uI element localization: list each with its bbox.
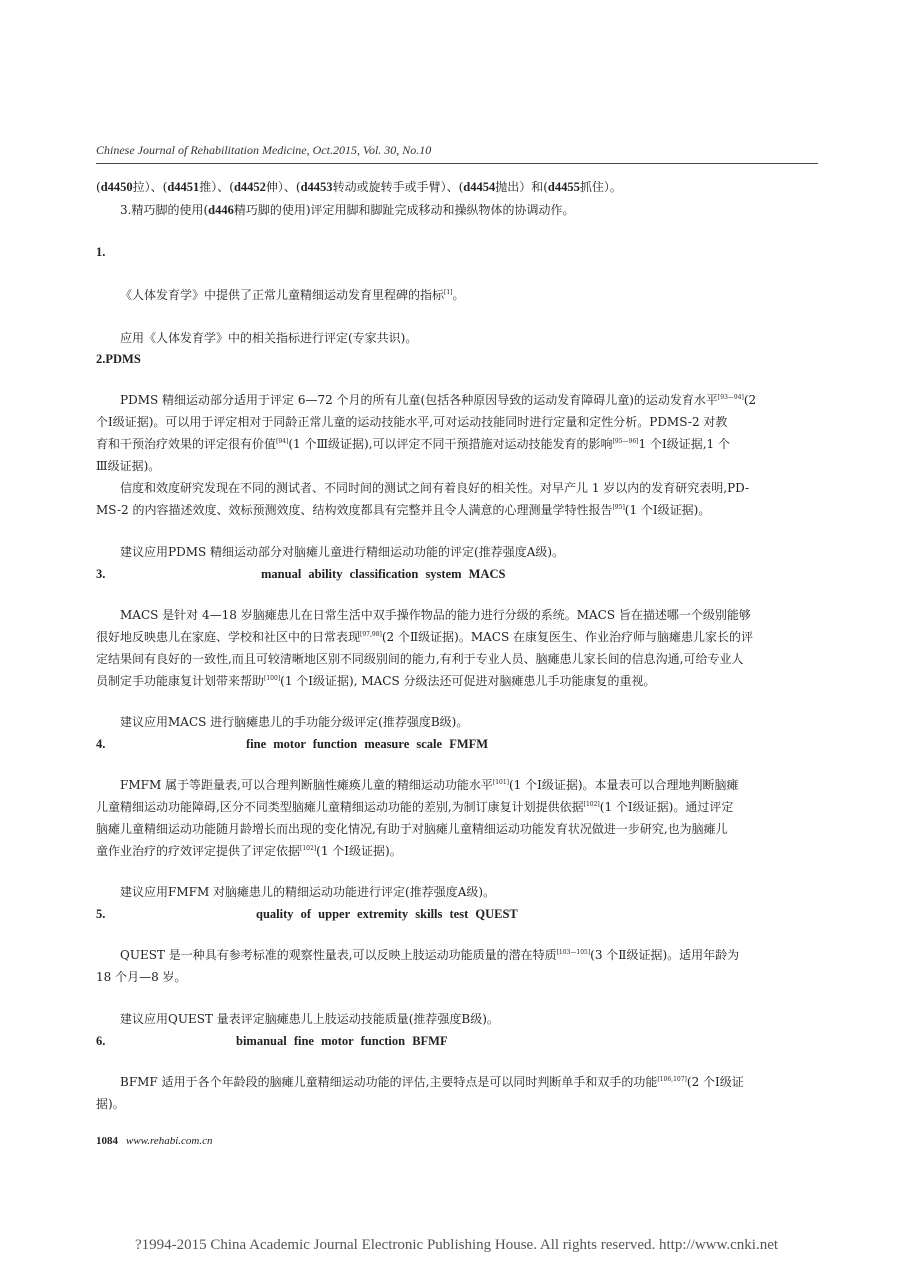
fmfm-recommendation: 建议应用FMFM 对脑瘫患儿的精细运动功能进行评定(推荐强度A级)。 <box>120 885 496 899</box>
macs-line-1: MACS 是针对 4—18 岁脑瘫患儿在日常生活中双手操作物品的能力进行分级的系统。MACS 旨在描述哪一个级别能够 <box>120 608 751 622</box>
page-footer <box>96 1134 212 1147</box>
icf-codes-line: (d4450拉）、(d4451推）、(d4452伸）、(d4453转动或旋转手或手臂）、(d4454抛出）和(d4455抓住）。 <box>96 180 622 194</box>
fmfm-line-4: 童作业治疗的疗效评定提供了评定依据[102](1 个Ⅰ级证据)。 <box>96 844 402 858</box>
fmfm-line-2: 儿童精细运动功能障碍,区分不同类型脑瘫儿童精细运动功能的差别,为制订康复计划提供依据[102](1 个Ⅰ级证据)。通过评定 <box>96 800 734 814</box>
pdms-recommendation: 建议应用PDMS 精细运动部分对脑瘫儿童进行精细运动功能的评定(推荐强度A级)。 <box>120 545 565 559</box>
macs-line-2: 很好地反映患儿在家庭、学校和社区中的日常表现[97,98](2 个Ⅱ级证据)。MACS 在康复医生、作业治疗师与脑瘫患儿家长的评 <box>96 630 754 644</box>
bfmf-line-1: BFMF 适用于各个年龄段的脑瘫儿童精细运动功能的评估,主要特点是可以同时判断单手和双手的功能[106,107](2 个Ⅰ级证 <box>120 1075 744 1089</box>
macs-recommendation: 建议应用MACS 进行脑瘫患儿的手功能分级评定(推荐强度B级)。 <box>120 715 469 729</box>
running-header: Chinese Journal of Rehabilitation Medicine, Oct.2015, Vol. 30, No.10 <box>96 143 432 157</box>
journal-url: www.rehabi.com.cn <box>126 1135 213 1147</box>
section-heading-3: 3. manual ability classification system MACS <box>96 567 506 581</box>
section-1-recommendation: 应用《人体发育学》中的相关指标进行评定(专家共识)。 <box>120 331 418 345</box>
quest-recommendation: 建议应用QUEST 量表评定脑瘫患儿上肢运动技能质量(推荐强度B级)。 <box>120 1012 499 1026</box>
pdms-line-5: 信度和效度研究发现在不同的测试者、不同时间的测试之间有着良好的相关性。对早产儿 1 岁以内的发育研究表明,PD- <box>120 481 750 495</box>
section-heading-4: 4. fine motor function measure scale FMFM <box>96 737 489 751</box>
pdms-line-3: 育和干预治疗效果的评定很有价值[94](1 个Ⅲ级证据),可以评定不同干预措施对运动技能发育的影响[95—96]1 个Ⅰ级证据,1 个 <box>96 437 730 451</box>
macs-line-4: 员制定手功能康复计划带来帮助[100](1 个Ⅰ级证据), MACS 分级法还可促进对脑瘫患儿手功能康复的重视。 <box>96 674 656 688</box>
pdms-line-4: Ⅲ级证据)。 <box>96 459 161 473</box>
page-number: 1084 <box>96 1135 118 1147</box>
macs-line-3: 定结果间有良好的一致性,而且可较清晰地区别不同级别间的能力,有利于专业人员、脑瘫患儿家长间的信息沟通,可给专业人 <box>96 652 744 666</box>
copyright-notice: ?1994-2015 China Academic Journal Electronic Publishing House. All rights reserved. http://www.cnki.net <box>134 1237 779 1253</box>
fmfm-line-1: FMFM 属于等距量表,可以合理判断脑性瘫痪儿童的精细运动功能水平[101](1 个Ⅰ级证据)。本量表可以合理地判断脑瘫 <box>120 778 739 792</box>
pdms-line-2: 个Ⅰ级证据)。可以用于评定相对于同龄正常儿童的运动技能水平,可对运动技能同时进行定量和定性分析。PDMS-2 对教 <box>96 415 728 429</box>
pdms-line-1: PDMS 精细运动部分适用于评定 6—72 个月的所有儿童(包括各种原因导致的运动发育障碍儿童)的运动发育水平[93—94](2 <box>120 393 757 407</box>
section-1-paragraph: 《人体发育学》中提供了正常儿童精细运动发育里程碑的指标[1]。 <box>120 288 465 302</box>
foot-use-line: 3.精巧脚的使用(d446精巧脚的使用)评定用脚和脚趾完成移动和操纵物体的协调动作。 <box>120 203 575 217</box>
section-heading-6: 6. bimanual fine motor function BFMF <box>96 1034 448 1048</box>
quest-line-1: QUEST 是一种具有参考标准的观察性量表,可以反映上肢运动功能质量的潜在特质[103—105](3 个Ⅱ级证据)。适用年龄为 <box>120 948 740 962</box>
header-rule <box>96 163 818 164</box>
fmfm-line-3: 脑瘫儿童精细运动功能随月龄增长而出现的变化情况,有助于对脑瘫儿童精细运动功能发育状况做进一步研究,也为脑瘫儿 <box>96 822 728 836</box>
section-heading-5: 5. quality of upper extremity skills test QUEST <box>96 907 518 921</box>
quest-line-2: 18 个月—8 岁。 <box>96 970 187 984</box>
pdms-line-6: MS-2 的内容描述效度、效标预测效度、结构效度都具有完整并且令人满意的心理测量学特性报告[95](1 个Ⅰ级证据)。 <box>96 503 711 517</box>
section-heading-2: 2.PDMS <box>96 352 141 366</box>
bfmf-line-2: 据)。 <box>96 1097 125 1111</box>
section-heading-1: 1. <box>96 245 106 259</box>
